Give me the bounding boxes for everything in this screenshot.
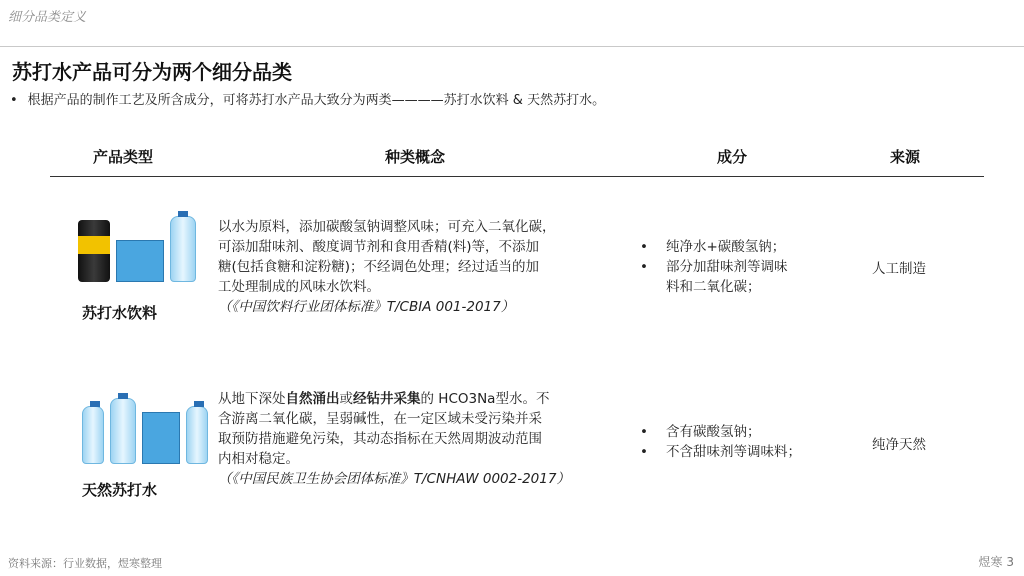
natural-bottle-small-image — [186, 406, 208, 464]
product-name-natural-soda: 天然苏打水 — [82, 481, 158, 499]
footer-source: 资料来源：行业数据，煜寒整理 — [8, 557, 162, 570]
natural-box-image — [142, 412, 180, 464]
intro-text — [10, 89, 605, 108]
concept-natural-soda — [218, 389, 570, 489]
concept-line: 取预防措施避免污染，其动态指标在天然周期波动范围 — [218, 431, 542, 447]
bullet: • — [10, 93, 18, 108]
ingredient-item: • 纯净水+碳酸氢钠； — [640, 239, 786, 255]
concept-line: 以水为原料，添加碳酸氢钠调整风味；可充入二氧化碳， — [218, 219, 556, 235]
source-soda-drink: 人工制造 — [872, 261, 926, 277]
concept-reference: （《中国民族卫生协会团体标准》T/CNHAW 0002-2017） — [218, 471, 570, 487]
header-ingredients: 成分 — [717, 148, 748, 166]
header-source: 来源 — [890, 148, 921, 166]
concept-line: 糖(包括食糖和淀粉糖)；不经调色处理；经过适当的加 — [218, 259, 540, 275]
header-concept: 种类概念 — [385, 148, 446, 166]
concept-line: 工处理制成的风味水饮料。 — [218, 279, 380, 295]
ingredients-soda-drink — [640, 237, 788, 297]
ingredient-item: • 部分加甜味剂等调味 — [640, 259, 788, 275]
ingredient-item: • 不含甜味剂等调味料； — [640, 444, 801, 460]
ingredients-natural-soda — [640, 422, 801, 462]
product-name-soda-drink: 苏打水饮料 — [82, 304, 158, 322]
top-divider — [0, 46, 1024, 47]
header-divider — [50, 176, 984, 177]
concept-reference: （《中国饮料行业团体标准》T/CBIA 001-2017） — [218, 299, 515, 315]
natural-bottle-image — [110, 398, 136, 464]
soda-can-image — [78, 220, 110, 282]
footer-page: 煜寒 3 — [978, 555, 1014, 569]
soda-box-image — [116, 240, 164, 282]
concept-line: 可添加甜味剂、酸度调节剂和食用香精(料)等，不添加 — [218, 239, 540, 255]
section-label: 细分品类定义 — [8, 10, 87, 25]
natural-bottle-small-image — [82, 406, 104, 464]
natural-soda-image — [82, 398, 208, 464]
soda-drink-image — [78, 216, 196, 282]
ingredient-item: • 含有碳酸氢钠； — [640, 424, 761, 440]
intro-body: 根据产品的制作工艺及所含成分，可将苏打水产品大致分为两类————苏打水饮料 & 天然苏打水。 — [27, 93, 606, 108]
concept-soda-drink — [218, 217, 556, 317]
ingredient-item: 料和二氧化碳； — [666, 279, 761, 295]
concept-line: 内相对稳定。 — [218, 451, 299, 467]
soda-bottle-image — [170, 216, 196, 282]
page-title: 苏打水产品可分为两个细分品类 — [12, 60, 292, 84]
concept-line: 含游离二氧化碳，呈弱碱性，在一定区域未受污染并采 — [218, 411, 542, 427]
concept-line: 从地下深处自然涌出或经钻井采集的 HCO3Na型水。不 — [218, 391, 550, 407]
header-product-type: 产品类型 — [93, 148, 154, 166]
source-natural-soda: 纯净天然 — [872, 437, 926, 453]
